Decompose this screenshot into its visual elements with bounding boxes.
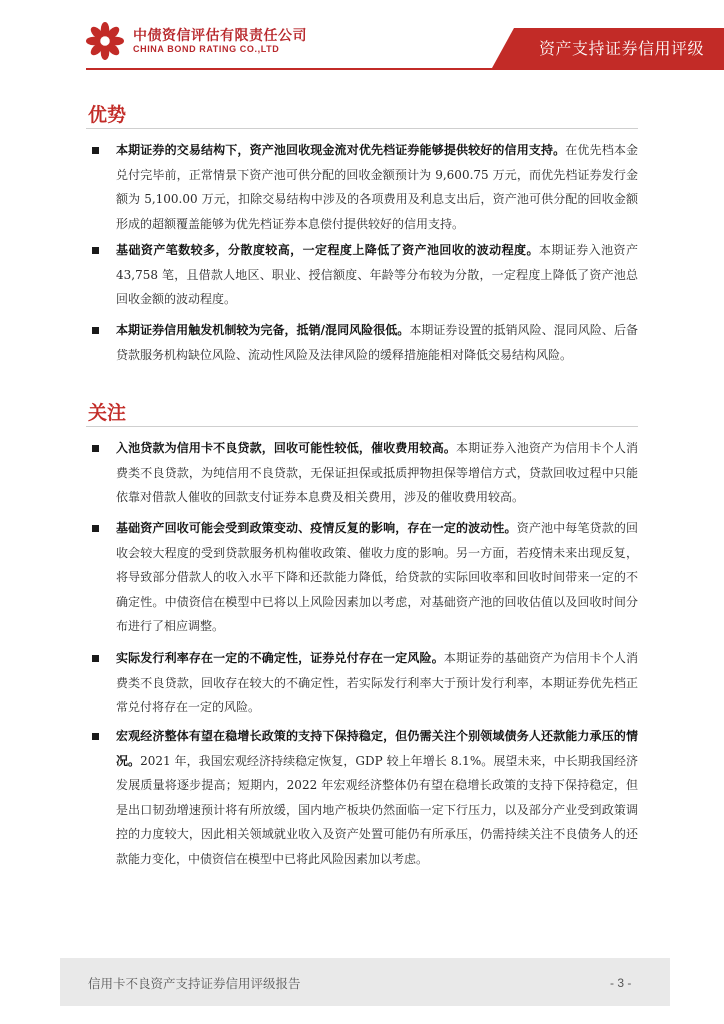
item-lead: 宏观经济整体有望在稳增长政策的支持下保持稳定，但仍需关注个别领域债务人还款能力承压的情况。 [116,729,638,768]
item-lead: 本期证券的交易结构下，资产池回收现金流对优先档证券能够提供较好的信用支持。 [116,143,566,157]
page-number: - 3 - [610,976,632,990]
bullet-icon [92,147,99,154]
item-text [116,436,638,510]
advantage-item [92,238,638,312]
section-title-advantages: 优势 [88,104,127,126]
advantage-item [92,318,638,367]
concern-item [92,436,638,510]
company-logo-icon [86,22,124,60]
item-body: 本期证券入池资产为信用卡个人消费类不良贷款，为纯信用不良贷款，无保证担保或抵质押物担保等增信方式，贷款回收过程中只能依靠对借款人催收的回款支付证券本息费及相关费用，涉及的催收费用较高。 [116,441,638,504]
bullet-icon [92,247,99,254]
section-divider [86,128,638,129]
concern-item [92,724,638,871]
item-lead: 入池贷款为信用卡不良贷款，回收可能性较低，催收费用较高。 [116,441,456,455]
item-text [116,516,638,639]
item-text [116,646,638,720]
item-body: 2021 年，我国宏观经济持续稳定恢复，GDP 较上年增长 8.1%。展望未来，中长期我国经济发展质量将逐步提高；短期内，2022 年宏观经济整体仍有望在稳增长政策的支持下保持稳定，但是出口韧劲增速预计将有所放缓，国内地产板块仍然面临一定下行压力，以及部分产业受到政策调控的力度较大，因此相关领域就业收入及资产处置可能仍有所承压，仍需持续关注不良债务人的还款能力变化，中债资信在模型中已将此风险因素加以考虑。 [116,753,638,866]
concern-item [92,516,638,639]
item-lead: 基础资产回收可能会受到政策变动、疫情反复的影响，存在一定的波动性。 [116,521,517,535]
bullet-icon [92,327,99,334]
item-lead: 实际发行利率存在一定的不确定性，证券兑付存在一定风险。 [116,651,444,665]
bullet-icon [92,733,99,740]
bullet-icon [92,445,99,452]
section-divider [86,426,638,427]
item-body: 在优先档本金兑付完毕前，正常情景下资产池可供分配的回收金额预计为 9,600.75 万元，而优先档证券发行金额为 5,100.00 万元，扣除交易结构中涉及的各项费用及利息支出后，资产池可供分配的回收金额形成的超额覆盖能够为优先档证券本息偿付提供较好的信用支持。 [116,143,638,231]
bullet-icon [92,525,99,532]
item-body: 资产池中每笔贷款的回收会较大程度的受到贷款服务机构催收政策、催收力度的影响。另一方面，若疫情未来出现反复，将导致部分借款人的收入水平下降和还款能力降低，给贷款的实际回收率和回收时间带来一定的不确定性。中债资信在模型中已将以上风险因素加以考虑，对基础资产池的回收估值以及回收时间分布进行了相应调整。 [116,521,638,633]
header-divider [86,68,724,70]
advantage-item [92,138,638,236]
company-name-en: CHINA BOND RATING CO.,LTD [133,44,280,54]
item-body: 本期证券设置的抵销风险、混同风险、后备贷款服务机构缺位风险、流动性风险及法律风险的缓释措施能相对降低交易结构风险。 [116,323,638,362]
item-text [116,238,638,312]
page-header [0,0,724,70]
item-lead: 本期证券信用触发机制较为完备，抵销/混同风险很低。 [116,323,410,337]
report-category: 资产支持证券信用评级 [538,39,704,58]
item-body: 本期证券入池资产 43,758 笔，且借款人地区、职业、授信额度、年龄等分布较为分散，一定程度上降低了资产池总回收金额的波动程度。 [116,243,638,306]
item-text [116,138,638,236]
item-text [116,318,638,367]
item-lead: 基础资产笔数较多，分散度较高，一定程度上降低了资产池回收的波动程度。 [116,243,539,257]
concern-item [92,646,638,720]
company-name-cn: 中债资信评估有限责任公司 [133,28,307,44]
section-title-concerns: 关注 [88,402,127,424]
item-text [116,724,638,871]
bullet-icon [92,655,99,662]
footer-report-title: 信用卡不良资产支持证券信用评级报告 [88,976,301,991]
item-body: 本期证券的基础资产为信用卡个人消费类不良贷款，回收存在较大的不确定性，若实际发行利率大于预计发行利率，本期证券优先档正常兑付将存在一定的风险。 [116,651,638,714]
